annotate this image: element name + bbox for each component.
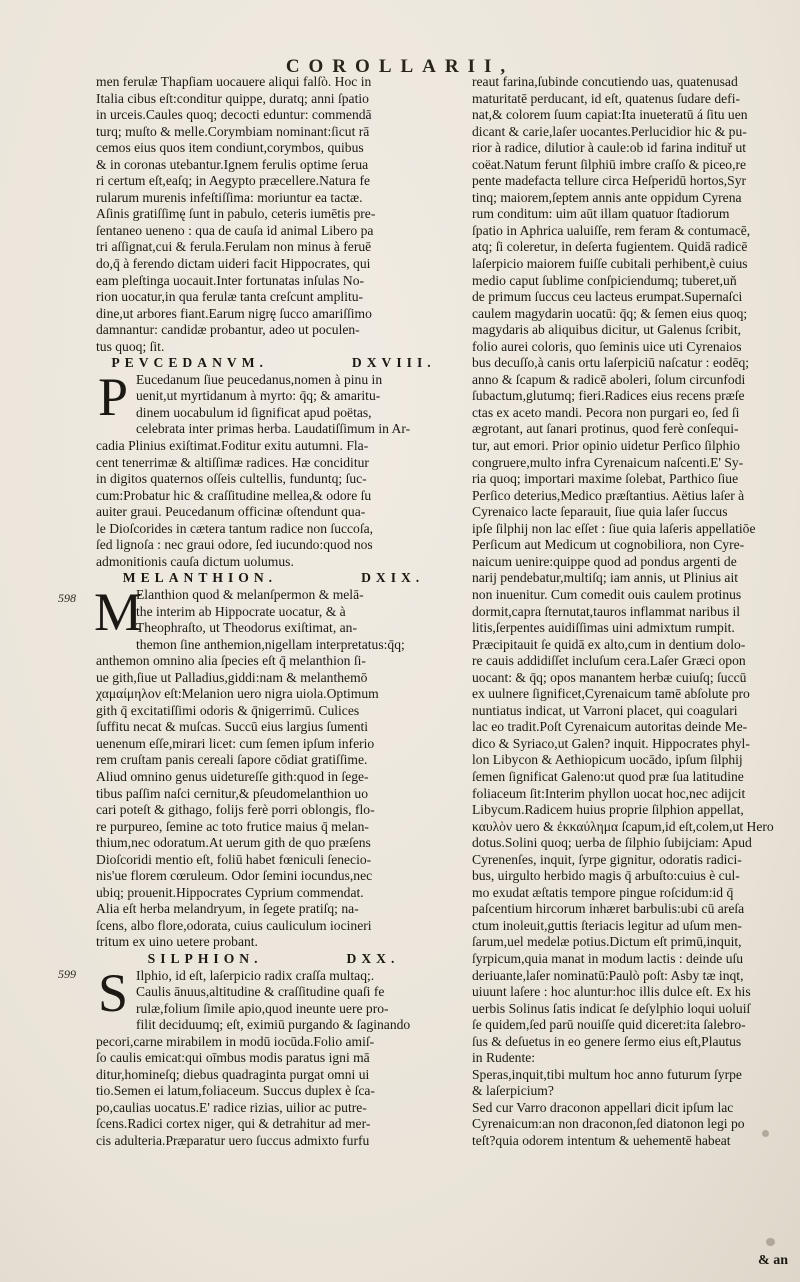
text-line: ſo caulis emicat:qui oīmbus modis paratus igni mā: [96, 1050, 370, 1066]
text-line: tri aſſignat,cui & ferula.Ferulam non minus à feruē: [96, 239, 372, 255]
text-line: ue gith,ſiue ut Palladius,giddi:nam & melanthemō: [96, 669, 368, 685]
text-line: caulem magydarin uocatū: q̄q; & ſemen eius quoq;: [472, 305, 748, 321]
text-line: rularum murenis infeſtiſſima: moriuntur ea tactæ.: [96, 189, 363, 205]
text-line: the interim ab Hippocrate uocatur, & à: [136, 603, 346, 619]
text-line: bus decuſſo,à canis ortu laſerpiciū naſcatur : eodēq;: [472, 355, 750, 371]
text-line: re cauis addidiſſet incluſum cera.Laſer Græci opon: [472, 653, 746, 669]
text-line: Præcipitauit ſe quidā ex alto,cum in dentium dolo-: [472, 636, 746, 652]
text-line: pecori,carne mirabilem in modū iocūda.Folio amiſ-: [96, 1033, 375, 1049]
text-line: rum conditum: uim aūt illam quatuor ſtadiorum: [472, 206, 730, 222]
text-line: narij pendebatur,multiſq; iam annis, ut Plinius ait: [472, 570, 739, 586]
text-line: filit deciduumq; eſt, eximiū purgando & ſaginando: [136, 1017, 411, 1033]
text-line: καυλὸν uero & ἐκκαύλημα ſcapum,id eſt,colem,ut Hero: [472, 818, 774, 834]
left-column: [96, 74, 451, 1150]
text-line: anno & ſcapum & radicē aboleri, ſolum circunfodi: [472, 371, 746, 387]
text-line: Cyrenaicum:an non draconon,ſed diatonon legi po: [472, 1116, 745, 1132]
text-line: in Rudente:: [472, 1050, 536, 1066]
text-line: auiter graui. Peucedanum officinæ oſtendunt qua-: [96, 504, 366, 520]
text-line: Cyrenenſes, inquit, ſyrpe gignitur, odoratis radici-: [472, 851, 742, 867]
text-line: rion uocatur,in qua ferulæ tanta creſcunt amplitu-: [96, 289, 364, 305]
text-line: Ilphio, id eſt, laſerpicio radix craſſa multaq;.: [136, 967, 375, 983]
text-line: coëat.Natum ferunt ſilphiū imbre craſſo & piceo,re: [472, 156, 747, 172]
text-line: atq; ſi coleretur, in deſerta fugientem. Quidā radicē: [472, 239, 748, 255]
text-line: Italia cibus eſt:conditur quippe, duratq; anni ſpatio: [96, 90, 369, 106]
text-line: uenenum eſſe,mirari licet: cum ſemen ipſum inferio: [96, 735, 375, 751]
text-line: ipſe ſilphij non lac eſſet : ſiue quia laſeris appellatiōe: [472, 520, 756, 536]
text-line: ubiq; prouenit.Hippocrates Cyprium commendat.: [96, 884, 364, 900]
text-line: maturitatē perducant, id eſt, quatenus ſudare defi-: [472, 90, 740, 106]
text-line: Libycum.Radicem huius proprie ſilphion appellat,: [472, 802, 744, 818]
text-line: dinem uocabulum id ſignificat apud poëtas,: [136, 404, 372, 420]
text-line: rem cruſtam panis cereali ſapore cōdiat gratiſſime.: [96, 752, 368, 768]
text-line: Eucedanum ſiue peucedanus,nomen à pinu in: [136, 371, 383, 387]
text-line: non inuenitur. Cum comedit ouis caulem protinus: [472, 586, 742, 602]
text-line: uocant: & q̄q; opos manantem herbæ cuiuſq; ſuccū: [472, 669, 747, 685]
text-line: ſcens, albo flore,odorata, cuius cauliculum iocineri: [96, 917, 372, 933]
text-line: dicant & carie,laſer uocantes.Perlucidior hic & pu-: [472, 123, 747, 139]
text-line: Dioſcoridi mentio eſt, foliū habet fœniculi ſenecio-: [96, 851, 372, 867]
text-line: ſed lignoſa : nec graui odore, ſed iucundo:quod nos: [96, 537, 373, 553]
ink-spot: [766, 1238, 775, 1246]
text-line: uiuunt laſere : hoc aluntur:hoc illis dulce eſt. Ex his: [472, 984, 751, 1000]
text-line: celebrata inter primas herba. Laudatiſſimum in Ar-: [136, 421, 411, 437]
text-line: dormit,capra ſternutat,tauros inflammat naribus il: [472, 603, 741, 619]
text-line: nis'ue florem cœruleum. Odor ſemini iocundus,nec: [96, 868, 373, 884]
section-body: [94, 581, 451, 951]
text-line: tio.Semen ei latum,foliaceum. Succus duplex è ſca-: [96, 1083, 375, 1099]
text-line: ſpatio in Aphrica ualuiſſe, rem feram & contumacē,: [472, 222, 751, 238]
section-body: [96, 366, 451, 571]
text-line: rior à radice, dilutior à caule:ob id farina indituř ut: [472, 140, 747, 156]
text-line: deriuante,laſer nominatū:Paulò poſt: Asby tæ inqt,: [472, 967, 744, 983]
catchword: & an: [758, 1253, 788, 1268]
text-line: de primum ſuccus ceu lacteus erumpat.Supernaſci: [472, 289, 743, 305]
text-line: Caulis ānuus,altitudine & craſſitudine quaſi fe: [136, 984, 385, 1000]
text-line: paſcentium hircorum inhæret barbulis:ubi cū areſa: [472, 901, 745, 917]
text-line: ri certum eſt,eaſq; in Aegypto præcellere.Natura fe: [96, 173, 371, 189]
text-line: rulæ,folium ſimile apio,quod ineunte uere pro-: [136, 1000, 389, 1016]
text-line: in digitos quaternos oſſeis cultellis, funduntq; ſuc-: [96, 471, 367, 487]
text-line: folio aurei coloris, quo ſeminis uice uti Cyrenaios: [472, 338, 742, 354]
text-line: thium,nec odoratum.At uerum gith de quo præſens: [96, 835, 371, 851]
text-line: admonitionis cauſa dictum uolumus.: [96, 553, 294, 569]
text-line: Perſicum aut Medicum ut cognobiliora, non Cyre-: [472, 537, 745, 553]
text-line: χαμαίμηλον eſt:Melanion uero nigra uiola.Optimum: [96, 686, 379, 702]
drop-capital: P: [97, 366, 129, 427]
text-line: ctum inoleuit,guttis ſteriacis legitur ad uſum men-: [472, 917, 742, 933]
text-line: turq; muſto & melle.Corymbiam nominant:ſicut rā: [96, 123, 370, 139]
text-line: cari poteſt & githago, folijs ferè porri oblongis, flo-: [96, 802, 375, 818]
text-line: ſus & deſuetus in eo genere ſermo eius eſt,Plautus: [472, 1033, 742, 1049]
text-line: ſubactum,glutumq; fieri.Radices eius recens præſe: [472, 388, 745, 404]
text-line: po,caulias uocatus.E' radice rizias, uilior ac putre-: [96, 1099, 367, 1115]
text-line: dico & Syriaco,ut Galen? inquit. Hippocrates phyl-: [472, 735, 750, 751]
running-head: COROLLARII,: [285, 56, 515, 77]
text-line: do,q̄ à ferendo dictam uideri facit Hippocrates, qui: [96, 256, 371, 272]
text-line: ctas ex aceto mandi. Pecora non purgari eo, ſed ſi: [472, 404, 740, 420]
text-line: damnantur: candidæ probantur, adeo ut poculen-: [96, 322, 360, 338]
section-heading: MELANTHION. DXIX.: [122, 570, 425, 586]
text-line: Aſinis gratiſſimę ſunt in pabulo, ceteris iumētis pre-: [96, 206, 376, 222]
text-line: ſarum,uel medelæ potius.Dictum eſt primū,inquit,: [472, 934, 742, 950]
text-line: Perſico deterius,Medico præſtantius. Aëtius laſer à: [472, 487, 745, 503]
section-heading: PEVCEDANVM. DXVIII.: [111, 355, 436, 371]
text-line: nat,& colorem ſuum capiat:Ita inueteratū á ſitu uen: [472, 107, 748, 123]
text-line: uerbis Solinus ſatis indicat ſe deſylphio loqui uoluiſ: [472, 1000, 751, 1016]
text-line: cadia Plinius exiſtimat.Foditur exitu autumni. Fla-: [96, 438, 369, 454]
text-line: ſe quidem,ſed parū nouiſſe quid diceret:ita ſalebro-: [472, 1017, 746, 1033]
text-line: in urceis.Caules quoq; decocti eduntur: commendā: [96, 107, 372, 123]
text-line: nuntiatus indicat, ut Varroni placet, qui coagulari: [472, 702, 738, 718]
text-line: mo exudat æſtatis tempore pingue roſcidum:id q̄: [472, 884, 734, 900]
text-line: & in coronas utebantur.Ignem ferulis optime ſerua: [96, 156, 369, 172]
text-line: medio caput ſublime conſpiciendumq; tuberet,uň: [472, 272, 737, 288]
text-line: bus, uirgulto herbido magis q̄ arbuſto:cuius è cul-: [472, 868, 740, 884]
text-line: magydaris ab aliquibus dicitur, ut Galenus ſcribit,: [472, 322, 742, 338]
text-line: ægrotant, aut ſanari protinus, quod ferè conſequi-: [472, 421, 739, 437]
text-line: ria quoq; importari maxime ſolebat, Parthico ſiue: [472, 471, 739, 487]
text-line: Sed cur Varro draconon appellari dicit ipſum lac: [472, 1099, 734, 1115]
text-line: le Dioſcorides in cætera tantum radice non ſuccoſa,: [96, 520, 374, 536]
section-heading: SILPHION. DXX.: [147, 950, 400, 966]
text-line: cemos eius quos item condiunt,corymbos, quibus: [96, 140, 364, 156]
ink-spot: [762, 1130, 769, 1137]
text-line: pente madefacta tellure circa Heſperidū hortos,Syr: [472, 173, 747, 189]
text-line: tus quoq; ſit.: [96, 338, 165, 354]
text-line: tibus paſſim naſci cernitur,& pſeudomelanthion uo: [96, 785, 369, 801]
text-line: foliaceum ſit:Interim phyllon uocat hoc,nec adijcit: [472, 785, 746, 801]
text-line: cum:Probatur hic & craſſitudine mellea,& odore ſu: [96, 487, 372, 503]
text-line: themon ſine anthemion,nigellam interpretatus:q̄q;: [136, 636, 405, 652]
drop-capital: S: [97, 962, 129, 1023]
text-line: ſemen ſignificat Galeno:ut quod præ ſua latitudine: [472, 768, 744, 784]
text-line: men ferulæ Thapſiam uocauere aliqui falſò. Hoc in: [96, 74, 372, 89]
text-line: naicum uenire:quippe quod ad pondus argenti de: [472, 553, 737, 569]
margin-number-599: 599: [58, 967, 76, 981]
text-line: tritum ex uino uetere probant.: [96, 934, 258, 950]
text-line: & laſerpicium?: [472, 1083, 554, 1099]
section-body: [96, 962, 451, 1150]
text-line: uenit,ut myrtidanum à myrto: q̄q; & amaritu-: [136, 388, 381, 404]
text-line: tinq; maiorem,ſeptem annis ante oppidum Cyrena: [472, 189, 742, 205]
text-line: cent tenerrimæ & altiſſimæ radices. Hæ conciditur: [96, 454, 369, 470]
text-line: ſyrpicum,quia manat in modum lactis : deinde uſu: [472, 950, 744, 966]
text-line: congruere,multo infra Cyrenaicum naſcenti.E' Sy-: [472, 454, 744, 470]
text-line: laſerpicio maiorem fuiſſe cubitali perhibent,è cuius: [472, 256, 748, 272]
text-line: ex uulnere ſignificet,Cyrenaicum tamē abſolute pro: [472, 686, 750, 702]
text-line: Speras,inquit,tibi multum hoc anno futurum ſyrpe: [472, 1066, 742, 1082]
text-line: Elanthion quod & melanſpermon & melā-: [136, 586, 364, 602]
text-line: cis adulteria.Præparatur uero ſuccus admixto furfu: [96, 1133, 370, 1148]
text-line: lac eo tradit.Poſt Cyrenaicum autoritas deinde Me-: [472, 719, 748, 735]
right-column: [472, 74, 798, 1150]
text-line: dotus.Solini quoq; uerba de ſilphio ſubijciam: Apud: [472, 835, 752, 851]
text-line: re purpureo, ſemine ac toto frutice maius q̄ melan-: [96, 818, 369, 834]
text-line: dine,ut arbores fiant.Earum nigrę ſucco amariſſimo: [96, 305, 372, 321]
text-line: ſcens.Radici cortex niger, qui & detrahitur ad mer-: [96, 1116, 371, 1132]
text-line: gith q̄ excitatiſſimi odoris & q̄nigerrimū. Culices: [96, 702, 360, 718]
text-line: ſuffitu necat & muſcas. Succū eius largius ſumenti: [96, 719, 369, 735]
text-line: ſentaneo ueneno : qua de cauſa id animal Libero pa: [96, 222, 374, 238]
margin-number-598: 598: [58, 591, 76, 605]
text-line: ditur,homineſq; diebus quadraginta purgat omni ui: [96, 1066, 370, 1082]
text-line: litis,ſerpentes auidiſſimas uini admixtum rumpit.: [472, 620, 735, 636]
text-line: lon Libycon & Aethiopicum uocādo, ipſum ſilphij: [472, 752, 743, 768]
text-line: eam pleſtinga uocauit.Inter fortunatas inſulas No-: [96, 272, 365, 288]
text-line: reaut farina,ſubinde concutiendo uas, quatenusad: [472, 74, 738, 89]
text-line: Theophraſto, ut Theodorus exiſtimat, an-: [136, 620, 357, 636]
drop-capital: M: [94, 581, 143, 642]
text-line: teſt?quia odorem intentum & uehementē habeat: [472, 1133, 731, 1148]
text-line: tur, aut emori. Prior opinio uidetur Perſico ſilphio: [472, 438, 740, 454]
text-line: anthemon omnino alia ſpecies eſt q̄ melanthion ſi-: [96, 653, 366, 669]
text-line: Cyrenaico lacte ſeparauit, ſiue quia laſer ſuccus: [472, 504, 728, 520]
text-line: Aliud omnino genus uidetureſſe gith:quod in ſege-: [96, 768, 369, 784]
text-line: Alia eſt herba melandryum, in ſegete pratiſq; na-: [96, 901, 359, 917]
